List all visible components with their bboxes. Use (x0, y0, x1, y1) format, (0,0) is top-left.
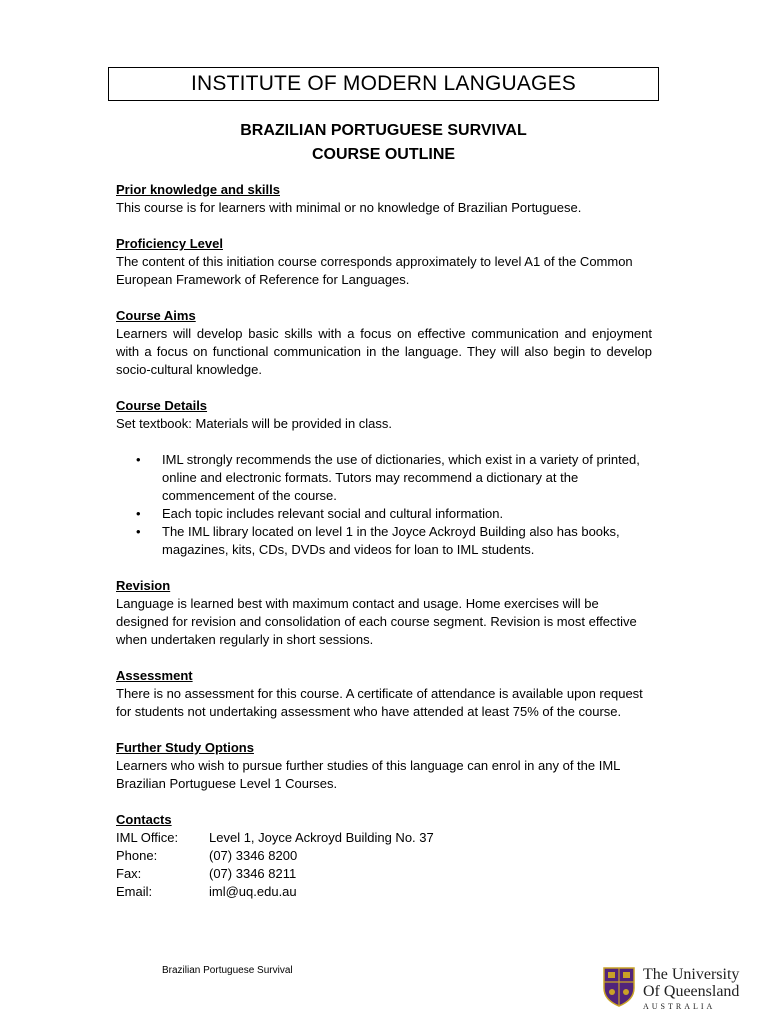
institute-name: INSTITUTE OF MODERN LANGUAGES (191, 72, 576, 95)
section-contacts (116, 811, 652, 901)
section-prior-knowledge (116, 181, 652, 217)
section-revision (116, 577, 652, 649)
course-title-line1: BRAZILIAN PORTUGUESE SURVIVAL (240, 122, 527, 139)
section-heading: Further Study Options (116, 740, 254, 755)
section-heading: Course Aims (116, 308, 196, 323)
section-text: Language is learned best with maximum contact and usage. Home exercises will be designed for revision and consolidation of each course segment. Revision is most effective when undertaken regularly in short sessions. (116, 596, 637, 647)
contact-label: Phone: (116, 848, 158, 863)
university-logo (601, 966, 739, 1012)
section-heading: Course Details (116, 398, 208, 413)
section-text: There is no assessment for this course. A certificate of attendance is available upon request for students not undertaking assessment who have attended at least 75% of the course. (116, 686, 643, 719)
institute-header (108, 67, 659, 101)
section-text: Learners who wish to pursue further studies of this language can enrol in any of the IML Brazilian Portuguese Level 1 Courses. (116, 758, 620, 791)
contact-value: (07) 3346 8200 (209, 848, 298, 863)
section-assessment (116, 667, 652, 721)
contact-row-phone (116, 847, 652, 865)
course-title (108, 119, 659, 167)
contact-row-office (116, 829, 652, 847)
section-heading: Proficiency Level (116, 236, 223, 251)
section-text: Learners will develop basic skills with a focus on effective communication and enjoyment with a focus on functional communication in the language. They will also begin to develop socio-cultural knowledge. (116, 326, 652, 377)
logo-line1: The University (643, 966, 740, 983)
email-link[interactable]: iml@uq.edu.au (209, 884, 297, 899)
section-course-aims (116, 307, 652, 379)
university-wordmark (643, 966, 739, 1012)
logo-line2: Of Queensland (643, 983, 740, 1000)
course-title-line2: COURSE OUTLINE (311, 146, 456, 163)
section-heading: Contacts (116, 812, 172, 827)
section-heading: Assessment (116, 668, 193, 683)
contact-label: Fax: (116, 866, 142, 881)
section-proficiency-level (116, 235, 652, 289)
section-heading: Prior knowledge and skills (116, 182, 280, 197)
contact-value: Level 1, Joyce Ackroyd Building No. 37 (209, 830, 434, 845)
section-course-details (116, 397, 652, 559)
university-crest-icon (601, 966, 637, 1008)
contact-row-email (116, 883, 652, 901)
section-further-study (116, 739, 652, 793)
course-outline-body (116, 181, 652, 919)
logo-line3: AUSTRALIA (643, 1002, 716, 1011)
contact-value: (07) 3346 8211 (209, 866, 297, 881)
contact-label: Email: (116, 884, 153, 899)
contact-row-fax (116, 865, 652, 883)
details-bullet-list (116, 451, 652, 559)
list-item: • IML strongly recommends the use of dictionaries, which exist in a variety of printed, online and electronic formats. Tutors may recommend a dictionary at the commencement of the course. (162, 451, 652, 505)
section-text: This course is for learners with minimal or no knowledge of Brazilian Portuguese. (116, 200, 582, 215)
footer-course-name: Brazilian Portuguese Survival (162, 965, 293, 976)
section-text: Set textbook: Materials will be provided in class. (116, 416, 393, 431)
list-item: • The IML library located on level 1 in the Joyce Ackroyd Building also has books, magazines, kits, CDs, DVDs and videos for loan to IML students. (162, 523, 652, 559)
list-item: • Each topic includes relevant social and cultural information. (162, 505, 652, 523)
section-heading: Revision (116, 578, 171, 593)
contact-label: IML Office: (116, 830, 179, 845)
section-text: The content of this initiation course corresponds approximately to level A1 of the Common European Framework of Reference for Languages. (116, 254, 633, 287)
